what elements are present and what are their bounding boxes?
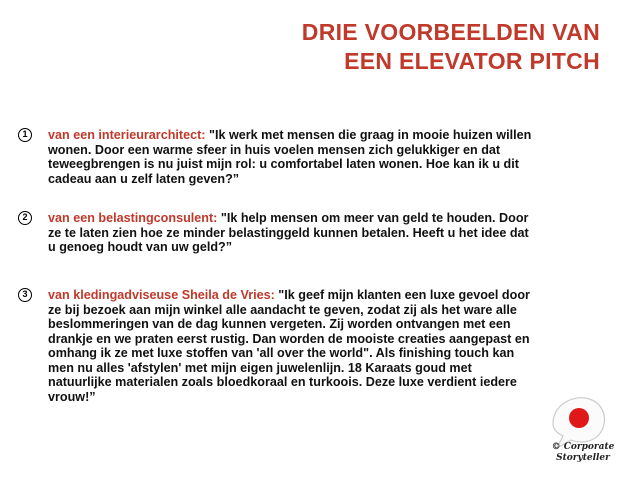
red-dot-icon [569,408,589,428]
list-item [18,211,538,255]
item-text [48,211,538,255]
item-speaker: van kledingadviseuse Sheila de Vries: [48,288,275,302]
item-number-badge: 1 [18,128,32,142]
item-number-badge: 3 [18,288,32,302]
logo-line-2: Storyteller [556,453,610,463]
list-item [18,128,538,186]
title-line-2: EEN ELEVATOR PITCH [344,48,600,74]
item-quote: "Ik werk met mensen die graag in mooie huizen willen wonen. Door een warme sfeer in huis voelen mensen zich gelukkiger en dat teweegbrengen is nu juist mijn rol: u comfortabel laten wonen. Hoe kan ik u dit cadeau aan u zelf laten geven?” [48,128,532,186]
item-text [48,288,538,404]
list-item [18,288,538,404]
page-title [302,18,600,76]
item-quote: "Ik geef mijn klanten een luxe gevoel door ze bij bezoek aan mijn winkel alle aandacht te geven, zodat zij als het ware alle beslommeringen van de dag kunnen vergeten. Zij worden ontvangen met een drankje en we praten eerst rustig. Dan worden de mooiste creaties aangepast en omhang ik ze met luxe stoffen van 'all over the world". Als finishing touch kan men nu alles 'afstylen' met mijn eigen juwelenlijn. 18 Karaats goud met natuurlijke materialen zoals bloedkoraal en turkoois. Deze luxe verdient iedere vrouw!” [48,288,530,404]
item-speaker: van een belastingconsulent: [48,211,218,225]
item-speaker: van een interieurarchitect: [48,128,206,142]
item-text [48,128,538,186]
logo-line-1: © Corporate [551,442,615,452]
title-line-1: DRIE VOORBEELDEN VAN [301,19,600,45]
item-quote: "Ik help mensen om meer van geld te houden. Door ze te laten zien hoe ze minder belastinggeld kunnen betalen. Heeft u het idee dat u genoeg houdt van uw geld?” [48,211,529,254]
logo-caption [546,442,620,464]
item-number-badge: 2 [18,211,32,225]
